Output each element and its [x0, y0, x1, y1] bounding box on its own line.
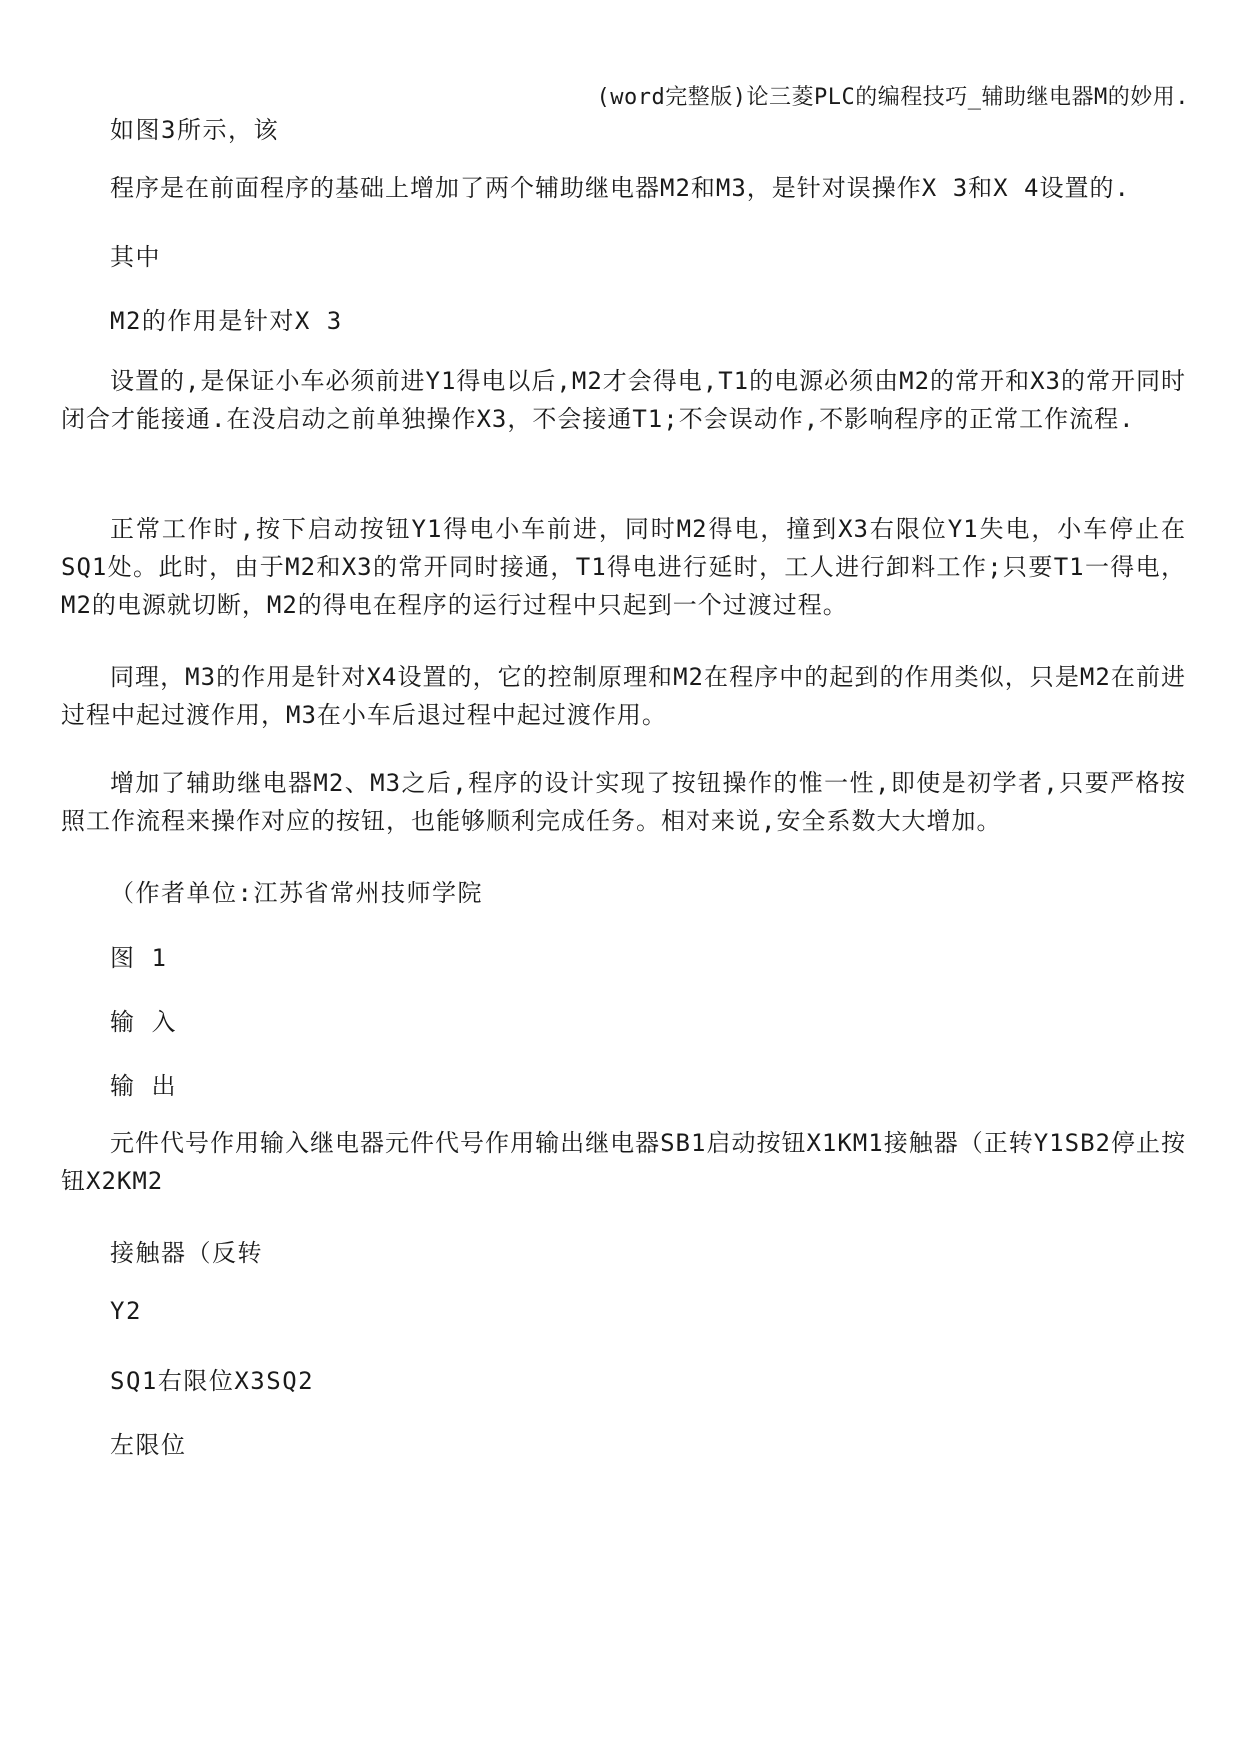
output-label: 输 出	[110, 1072, 177, 1100]
m2-role-text: M2的作用是针对X 3	[110, 307, 343, 335]
paragraph-normal-operation: 正常工作时,按下启动按钮Y1得电小车前进，同时M2得电，撞到X3右限位Y1失电，小车停止在SQ1处。此时，由于M2和X3的常开同时接通，T1得电进行延时，工人进行卸料工作;只要T1一得电，M2的电源就切断，M2的得电在程序的运行过程中只起到一个过渡过程。	[61, 515, 1186, 619]
figure-3-intro: 如图3所示，该	[110, 116, 279, 144]
paragraph-setting: 设置的,是保证小车必须前进Y1得电以后,M2才会得电,T1的电源必须由M2的常开和X3的常开同时闭合才能接通.在没启动之前单独操作X3，不会接通T1;不会误动作,不影响程序的正常工作流程.	[61, 367, 1186, 433]
input-label: 输 入	[110, 1008, 177, 1036]
y2-text: Y2	[110, 1297, 142, 1325]
contactor-reverse-text: 接触器（反转	[110, 1239, 263, 1267]
paragraph-same-principle: 同理，M3的作用是针对X4设置的，它的控制原理和M2在程序中的起到的作用类似，只是M2在前进过程中起过渡作用，M3在小车后退过程中起过渡作用。	[61, 663, 1186, 729]
paragraph-after-adding: 增加了辅助继电器M2、M3之后,程序的设计实现了按钮操作的惟一性,即使是初学者,只要严格按照工作流程来操作对应的按钮，也能够顺利完成任务。相对来说,安全系数大大增加。	[61, 769, 1186, 835]
figure-1-label: 图 1	[110, 944, 168, 972]
paragraph-program: 程序是在前面程序的基础上增加了两个辅助继电器M2和M3，是针对误操作X 3和X 4设置的.	[110, 174, 1130, 202]
sq1-right-limit-text: SQ1右限位X3SQ2	[110, 1367, 315, 1395]
document-header: (word完整版)论三菱PLC的编程技巧_辅助继电器M的妙用.	[596, 85, 1189, 110]
paragraph-io-table: 元件代号作用输入继电器元件代号作用输出继电器SB1启动按钮X1KM1接触器（正转Y1SB2停止按钮X2KM2	[61, 1129, 1186, 1195]
qizhong-text: 其中	[110, 243, 161, 271]
left-limit-text: 左限位	[110, 1431, 187, 1459]
author-unit: （作者单位:江苏省常州技师学院	[110, 879, 483, 907]
